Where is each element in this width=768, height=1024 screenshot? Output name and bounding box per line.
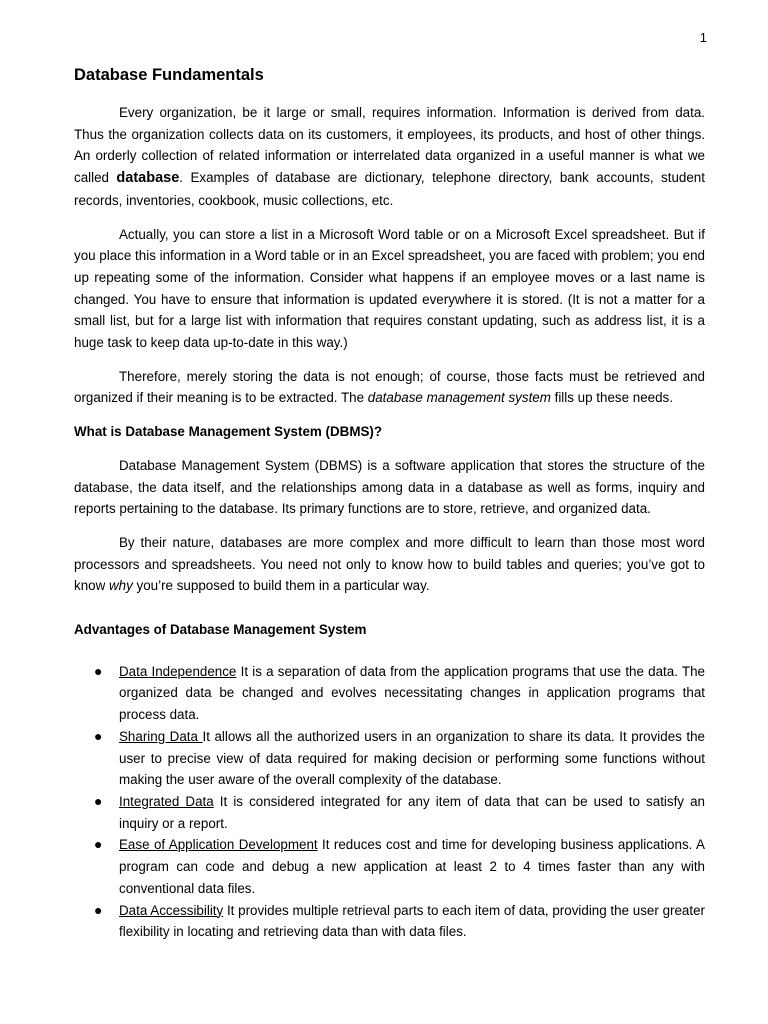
list-item [74,661,705,726]
dbms-paragraph-2 [74,532,705,597]
intro-p1-text: Every organization, be it large or small, requires information. Information is derived from data. Thus the organization collects data on its customers, it employees, its products, and host of other things. An orderly collection of related information or interrelated data organized in a useful manner is what we called [74,105,705,186]
bullet-icon: ● [94,836,103,853]
bullet-icon: ● [94,901,103,918]
advantage-text: It allows all the authorized users in an organization to share its data. It provides the user to precise view of data required for making decision or performing some functions without making the user aware of the overall complexity of the database. [119,728,705,788]
dbms-italic-term: database management system [367,390,551,406]
document-title: Database Fundamentals [74,66,264,84]
advantage-text: It is considered integrated for any item of data that can be used to satisfy an inquiry or a report. [119,793,705,831]
intro-paragraph-2: Actually, you can store a list in a Microsoft Word table or on a Microsoft Excel spreadsheet. But if you place this information in a Word table or in an Excel spreadsheet, you are faced with problem; you end up repeating some of the information. Consider what happens if an employee moves or a last name is changed. You have to ensure that information is updated everywhere it is stored. (It is not a matter for a small list, but for a large list with information that requires constant updating, such as address list, it is a huge task to keep data up-to-date in this way.) [74,226,705,351]
bullet-icon: ● [94,792,103,809]
list-item [74,834,705,899]
advantages-list [74,661,705,943]
advantage-text: It provides multiple retrieval parts to each item of data, providing the user greater flexibility in locating and retrieving data than with data files. [119,902,705,940]
list-item [74,791,705,834]
dbms-heading: What is Database Management System (DBMS)? [74,424,383,440]
advantage-term: Integrated Data [119,793,214,809]
dbms-paragraph-1: Database Management System (DBMS) is a software application that stores the structure of the database, the data itself, and the relationships among data in a database as well as forms, inquiry and reports pertaining to the database. Its primary functions are to store, retrieve, and organized data. [74,457,705,517]
advantage-term: Ease of Application Development [119,837,318,853]
advantage-term: Data Accessibility [119,902,224,918]
intro-paragraph-1 [74,102,705,212]
page-number: 1 [699,30,707,45]
intro-p3-text-end: fills up these needs. [550,390,673,406]
list-item [74,726,705,791]
advantages-heading: Advantages of Database Management System [74,622,367,638]
advantage-term: Sharing Data [119,728,203,744]
advantage-term: Data Independence [119,663,237,679]
dbms-p2-text-end: you’re supposed to build them in a particular way. [132,578,430,594]
advantage-text: It is a separation of data from the application programs that use the data. The organized data be changed and evolves necessitating changes in application programs that process data. [119,663,705,723]
intro-p3-text: Therefore, merely storing the data is not enough; of course, those facts must be retrieved and organized if their meaning is to be extracted. The [74,368,705,406]
intro-paragraph-3 [74,366,705,409]
bullet-icon: ● [94,727,103,744]
dbms-p2-text: By their nature, databases are more complex and more difficult to learn than those most word processors and spreadsheets. You need not only to know how to build tables and queries; you’ve got to know [74,534,705,594]
bullet-icon: ● [94,662,103,679]
list-item [74,900,705,943]
why-italic-term: why [108,578,133,594]
database-term: database [116,170,180,187]
intro-p1-text-end: . Examples of database are dictionary, telephone directory, bank accounts, student records, inventories, cookbook, music collections, etc. [74,170,705,208]
page-content [74,64,705,943]
advantage-text: It reduces cost and time for developing business applications. A program can code and debug a new application at least 2 to 4 times faster than any with conventional data files. [119,837,705,896]
